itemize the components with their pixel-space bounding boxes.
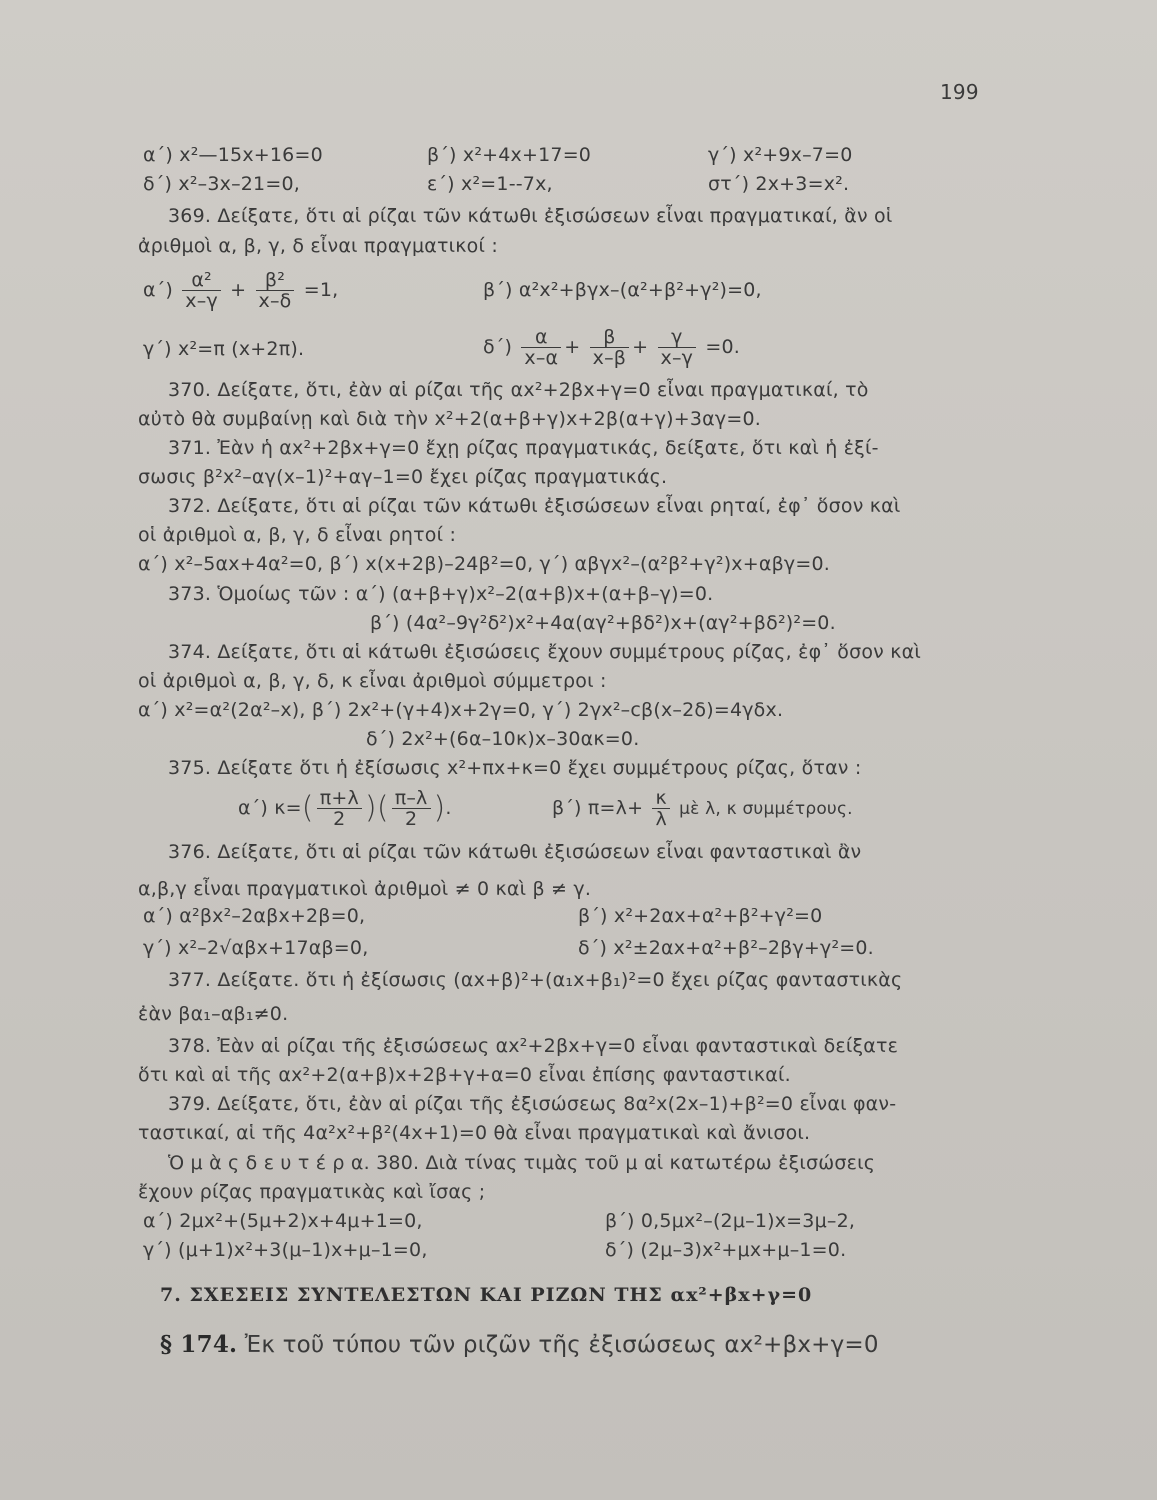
denominator: 2: [333, 808, 346, 830]
text-line: γ΄) x²–2√αβx+17αβ=0,: [143, 937, 369, 959]
text-line: σωσις β²x²–αγ(x–1)²+αγ–1=0 ἔχει ρίζας πραγματικάς.: [138, 466, 668, 488]
equation-label: α΄): [143, 279, 174, 301]
equation-369b: β΄) α²x²+βγx–(α²+β²+γ²)=0,: [483, 279, 762, 301]
equation-tail: μὲ λ, κ συμμέτρους.: [679, 799, 853, 819]
text-line: α΄) x²–5αx+4α²=0, β΄) x(x+2β)–24β²=0, γ΄) αβγx²–(α²β²+γ²)x+αβγ=0.: [138, 553, 831, 575]
fraction: [182, 270, 221, 311]
text-line: δ΄) 2x²+(6α–10κ)x–30ακ=0.: [366, 728, 640, 750]
text-line: β΄) (4α²–9γ²δ²)x²+4α(αγ²+βδ²)x+(αγ²+βδ²)²=0.: [370, 612, 836, 634]
equation-369a: [143, 263, 338, 317]
numerator: π–λ: [392, 788, 431, 809]
exercise-line: γ΄) x²+9x–7=0: [708, 144, 853, 166]
exercise-374: 374. Δείξατε, ὅτι αἱ κάτωθι ἐξισώσεις ἔχουν συμμέτρους ρίζας, ἐφ᾽ ὅσον καὶ: [168, 641, 921, 663]
text-line: ἔχουν ρίζας πραγματικὰς καὶ ἴσας ;: [138, 1181, 486, 1203]
exercise-380: Ὁ μ ὰ ς δ ε υ τ έ ρ α. 380. Διὰ τίνας τιμὰς τοῦ μ αἱ κατωτέρω ἐξισώσεις: [168, 1152, 876, 1174]
exercise-369: 369. Δείξατε, ὅτι αἱ ρίζαι τῶν κάτωθι ἐξισώσεων εἶναι πραγματικαί, ἂν οἱ: [168, 205, 893, 227]
text-line: γ΄) (μ+1)x²+3(μ–1)x+μ–1=0,: [143, 1239, 428, 1261]
denominator: x–γ: [660, 347, 694, 369]
denominator: 2: [404, 808, 418, 830]
equation-tail: .: [445, 797, 452, 819]
fraction: [590, 327, 629, 368]
denominator: λ: [655, 808, 667, 830]
text-line: δ΄) x²±2αx+α²+β²–2βγ+γ²=0.: [578, 937, 874, 959]
fraction: [256, 270, 295, 311]
exercise-376: 376. Δείξατε, ὅτι αἱ ρίζαι τῶν κάτωθι ἐξισώσεων εἶναι φανταστικαὶ ἂν: [168, 841, 862, 863]
text-line: α΄) 2μx²+(5μ+2)x+4μ+1=0,: [143, 1210, 423, 1232]
text-line: αὐτὸ θὰ συμβαίνῃ καὶ διὰ τὴν x²+2(α+β+γ)x+2β(α+γ)+3αγ=0.: [138, 408, 761, 430]
numerator: κ: [652, 788, 669, 809]
numerator: β: [590, 327, 629, 348]
text-line: α΄) x²=α²(2α²–x), β΄) 2x²+(γ+4)x+2γ=0, γ΄) 2γx²–cβ(x–2δ)=4γδx.: [138, 699, 784, 721]
section-heading: 7. ΣΧΕΣΕΙΣ ΣΥΝΤΕΛΕΣΤΩΝ ΚΑΙ ΡΙΖΩΝ ΤΗΣ αx²+βx+γ=0: [160, 1284, 813, 1306]
denominator: x–δ: [258, 290, 292, 312]
exercise-378: 378. Ἐὰν αἱ ρίζαι τῆς ἐξισώσεως αx²+2βx+γ=0 εἶναι φανταστικαὶ δείξατε: [168, 1035, 899, 1057]
text-line: β΄) x²+2αx+α²+β²+γ²=0: [578, 905, 823, 927]
fraction: [652, 788, 669, 829]
text-line: ἀριθμοὶ α, β, γ, δ εἶναι πραγματικοί :: [138, 235, 498, 257]
equation-369d: δ΄) $\frac{\alpha}{x-\alpha}$ + $\frac{\beta}{x-\beta}$ + $\frac{\gamma}{x-\gamma}$ =0.: [483, 326, 740, 369]
exercise-line: α΄) x²—15x+16=0: [143, 144, 323, 166]
exercise-line: δ΄) x²–3x–21=0,: [143, 173, 300, 195]
paragraph-174: [160, 1333, 879, 1357]
text-line: α,β,γ εἶναι πραγματικοὶ ἀριθμοὶ ≠ 0 καὶ β ≠ γ.: [138, 878, 592, 900]
equation-375b: [552, 778, 853, 839]
exercise-371: 371. Ἐὰν ἡ αx²+2βx+γ=0 ἔχῃ ρίζας πραγματικάς, δείξατε, ὅτι καὶ ἡ ἐξί-: [168, 437, 879, 459]
exercise-375: 375. Δείξατε ὅτι ἡ ἐξίσωσις x²+πx+κ=0 ἔχει συμμέτρους ρίζας, ὅταν :: [168, 757, 862, 779]
text-line: ὅτι καὶ αἱ τῆς αx²+2(α+β)x+2β+γ+α=0 εἶναι ἐπίσης φανταστικαί.: [138, 1064, 791, 1086]
text-line: οἱ ἀριθμοὶ α, β, γ, δ εἶναι ρητοί :: [138, 524, 457, 546]
paragraph-text: Ἐκ τοῦ τύπου τῶν ριζῶν τῆς ἐξισώσεως αx²+βx+γ=0: [244, 1332, 879, 1358]
exercise-line: ε΄) x²=1--7x,: [427, 173, 553, 195]
exercise-379: 379. Δείξατε, ὅτι, ἐὰν αἱ ρίζαι τῆς ἐξισώσεως 8α²x(2x–1)+β²=0 εἶναι φαν-: [168, 1093, 897, 1115]
numerator: π+λ: [317, 788, 362, 809]
text-line: οἱ ἀριθμοὶ α, β, γ, δ, κ εἶναι ἀριθμοὶ σύμμετροι :: [138, 670, 607, 692]
exercise-line: στ΄) 2x+3=x².: [708, 173, 850, 195]
exercise-line: β΄) x²+4x+17=0: [427, 144, 592, 166]
fraction: [658, 327, 697, 368]
equation-label: α΄) κ=: [238, 797, 302, 819]
denominator: x–γ: [185, 290, 218, 312]
equation-label: δ΄): [483, 336, 513, 358]
equation-375a: α΄) κ=( $\frac{\pi+\lambda}{2}$ )( $\frac{\pi-\lambda}{2}$ ).: [238, 787, 452, 830]
numerator: β²: [256, 270, 295, 291]
denominator: x–β: [592, 347, 627, 369]
fraction: [521, 327, 561, 368]
text-line: β΄) 0,5μx²–(2μ–1)x=3μ–2,: [605, 1210, 856, 1232]
equation-369c: γ΄) x²=π (x+2π).: [143, 338, 305, 360]
numerator: α²: [182, 270, 221, 291]
text-line: δ΄) (2μ–3)x²+μx+μ–1=0.: [605, 1239, 847, 1261]
numerator: γ: [658, 327, 697, 348]
denominator: x–α: [524, 347, 559, 369]
text-line: ταστικαί, αἱ τῆς 4α²x²+β²(4x+1)=0 θὰ εἶναι πραγματικαὶ καὶ ἄνισοι.: [138, 1122, 811, 1144]
fraction: [317, 788, 362, 829]
exercise-372: 372. Δείξατε, ὅτι αἱ ρίζαι τῶν κάτωθι ἐξισώσεων εἶναι ρηταί, ἐφ᾽ ὅσον καὶ: [168, 495, 901, 517]
fraction: [392, 788, 431, 829]
exercise-370: 370. Δείξατε, ὅτι, ἐὰν αἱ ρίζαι τῆς αx²+2βx+γ=0 εἶναι πραγματικαί, τὸ: [168, 379, 869, 401]
numerator: α: [521, 327, 561, 348]
equation-label: β΄) π=λ+: [552, 797, 644, 819]
equation-tail: =1,: [303, 279, 339, 301]
equation-tail: =0.: [705, 336, 740, 358]
exercise-373: 373. Ὁμοίως τῶν : α΄) (α+β+γ)x²–2(α+β)x+(α+β–γ)=0.: [168, 583, 714, 605]
paragraph-symbol: § 174.: [160, 1331, 238, 1358]
page-number: 199: [940, 80, 979, 104]
text-line: α΄) α²βx²–2αβx+2β=0,: [143, 905, 366, 927]
plus-sign: +: [230, 279, 247, 301]
exercise-377: 377. Δείξατε. ὅτι ἡ ἐξίσωσις (αx+β)²+(α₁x+β₁)²=0 ἔχει ρίζας φανταστικὰς: [168, 969, 903, 991]
text-line: ἐὰν βα₁–αβ₁≠0.: [138, 1003, 289, 1025]
